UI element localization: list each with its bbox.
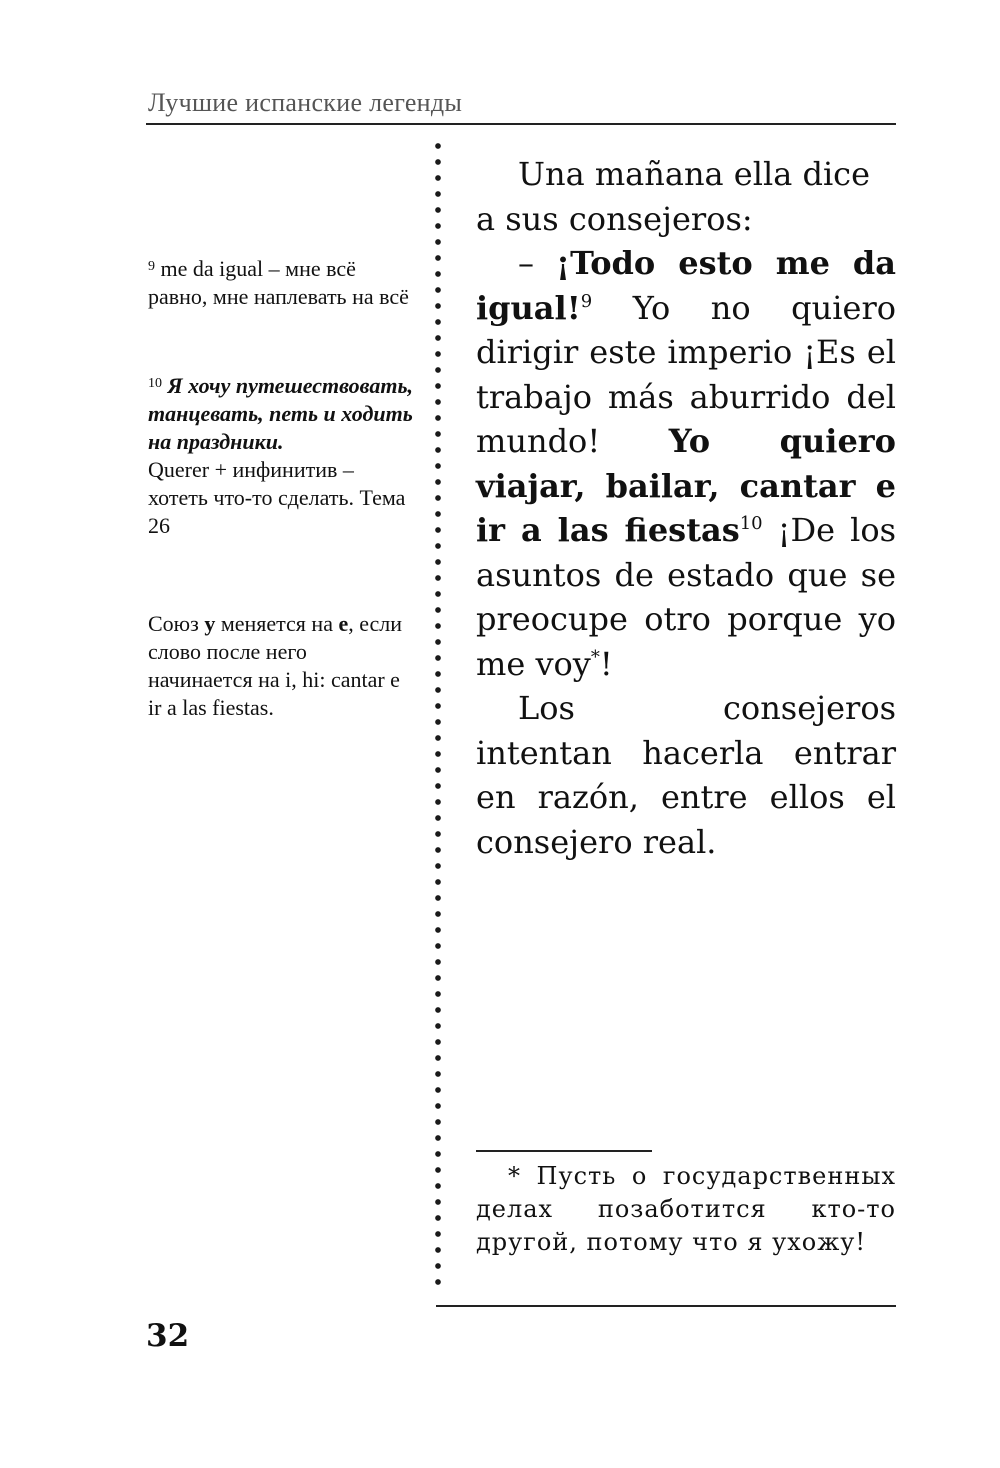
text-run: Yo no quiero dirigir este imperio ¡Es el trabajo más aburrido del mundo! [476, 288, 896, 460]
note-text: , если слово после него начинается на i, hi: cantar e ir a las fiestas. [148, 611, 403, 720]
footnote: * Пусть о государственных делах позаботится кто-то другой, потому что я ухожу! [476, 1162, 896, 1256]
note-bold-letter: y [204, 611, 216, 636]
note-term: me da igual [160, 256, 264, 281]
paragraph-1: Una mañana ella dice a sus consejeros: [476, 155, 871, 238]
note-text: Querer + инфинитив – хотеть что-то сделать. Тема 26 [148, 457, 406, 538]
paragraph-3: Los consejeros intentan hacerla entrar en razón, entre ellos el consejero real. [476, 689, 896, 861]
footnote-ref: * [590, 646, 600, 668]
dotted-column-divider [430, 138, 446, 1288]
side-note-9 [148, 255, 413, 311]
note-text: – мне всё равно, мне наплевать на всё [148, 256, 409, 309]
text-run: ¡De los asuntos de estado que se preocupe otro porque yo me voy [476, 511, 897, 683]
running-header: Лучшие испанские легенды [148, 88, 463, 117]
bold-phrase: ¡Todo esto me da igual! [476, 244, 897, 327]
bottom-rule [436, 1305, 896, 1307]
note-number: 10 [148, 376, 162, 391]
note-number: 9 [148, 259, 155, 274]
side-note-conjunction [148, 610, 413, 722]
header-rule [146, 123, 896, 125]
main-text [476, 152, 896, 864]
paragraph-2 [476, 241, 896, 686]
note-text: Союз [148, 611, 205, 636]
dash: – [518, 244, 557, 282]
note-text: меняется на [215, 611, 339, 636]
text-run: ! [599, 644, 613, 683]
bold-phrase: Yo quiero viajar, bailar, cantar e ir a las fiestas [476, 422, 896, 549]
note-bold-phrase: Я хочу путешествовать, танцевать, петь и ходить на праздники. [148, 373, 414, 454]
note-ref-10: 10 [739, 513, 763, 534]
note-ref-9: 9 [580, 290, 593, 312]
page-number: 32 [146, 1318, 190, 1354]
side-note-10 [148, 372, 413, 540]
footnote-rule [476, 1150, 652, 1152]
note-bold-letter: e [338, 611, 349, 636]
